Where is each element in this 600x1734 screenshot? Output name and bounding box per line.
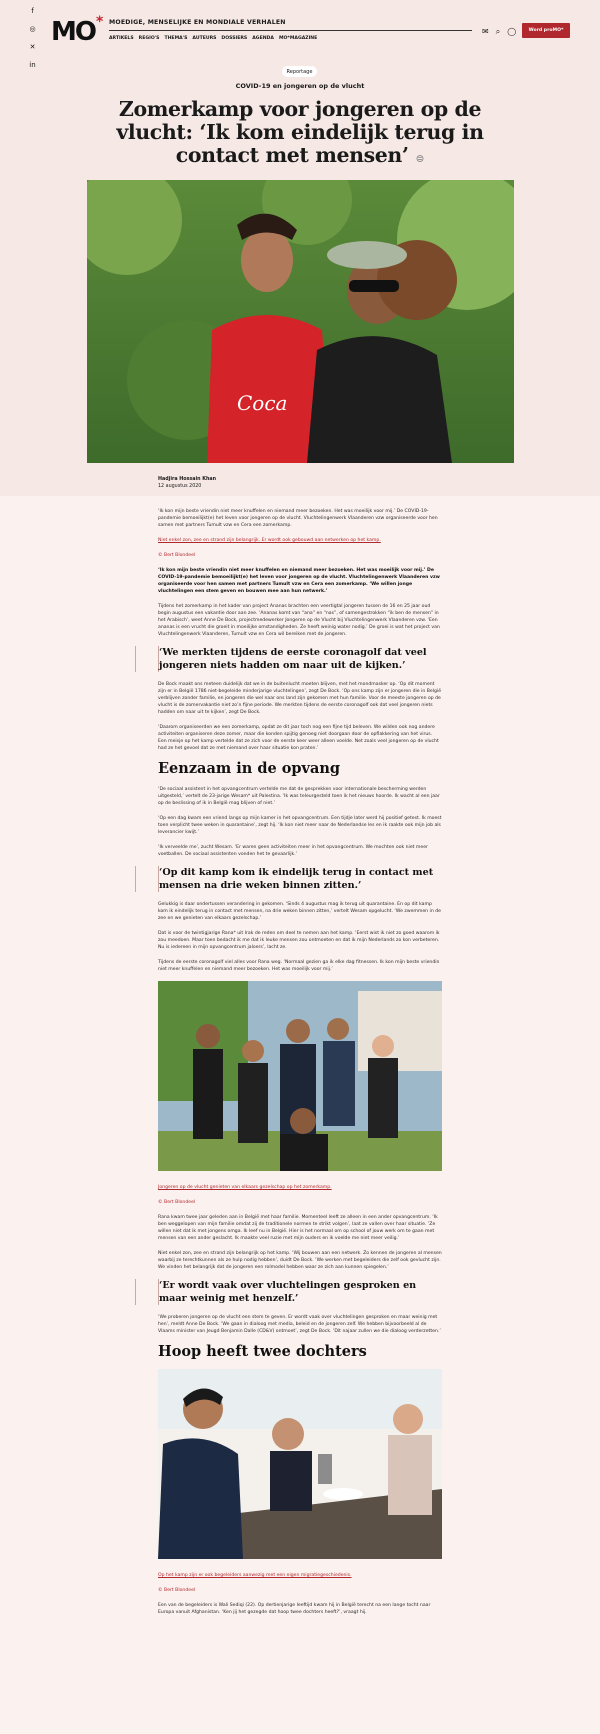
body-paragraph: Gelukkig is daar ondertussen verandering in gekomen. ‘Sinds 4 augustus mag ik terug uit quarantaine. En op dit kamp kom ik eindelijk terug in contact met mensen, na drie weken binnen zitten,’ vertelt Wesam opgelucht. ‘We zwemmen in de zee en we genieten van elkaars gezelschap.’: [158, 902, 441, 921]
article-type-badge[interactable]: Reportage: [282, 66, 317, 77]
mentors-photo: [158, 1369, 442, 1562]
nav-item-agenda[interactable]: AGENDA: [252, 36, 274, 41]
intro-paragraph: ‘Ik kon mijn beste vriendin niet meer knuffelen en niemand meer bezoeken. Het was moeilijk voor mij.’ De COVID-19-pandemie bemoeilijkt(e) het leven voor jongeren op de vlucht. Vluchtelingenwerk Vlaanderen vzw organiseerde voor hen samen met partners Tumult vzw en Cera een zomerkamp.: [158, 509, 438, 528]
body-paragraph: ‘De sociaal assistent in het opvangcentrum vertelde me dat de gesprekken voor internationale bescherming werden uitgesteld,’ vertelt de 23-jarige Wesam* uit Palestina. ‘Ik was teleurgesteld toen ik het nieuws hoorde. Ik wacht al een jaar op de beslissing of ik in België mag blijven of niet.’: [158, 787, 440, 806]
publish-date: 12 augustus 2020: [158, 484, 202, 489]
nav-item-dossiers[interactable]: DOSSIERS: [221, 36, 248, 41]
nav-item-regios[interactable]: REGIO'S: [138, 36, 160, 41]
mail-icon[interactable]: ✉: [482, 27, 489, 36]
photo-caption[interactable]: Niet enkel zon, zee en strand zijn belangrijk. Er wordt ook gebouwd aan netwerken op het kamp.: [158, 538, 381, 543]
lead-paragraph: ‘Ik kon mijn beste vriendin niet meer knuffelen en niemand meer bezoeken. Het was moeilijk voor mij.’ De COVID-19-pandemie bemoeilijkt(e) het leven voor jongeren op de vlucht. Vluchtelingenwerk Vlaanderen vzw organiseerde voor hen samen met partners Tumult vzw en Cera een zomerkamp. ‘We willen jonge vluchtelingen een stem geven en bouwen mee aan hun netwerk.’: [158, 568, 440, 594]
body-paragraph: ‘Daarom organiseerden we een zomerkamp, opdat ze dit jaar toch nog een fijne tijd beleven. We wilden ook nog andere activiteiten organiseren deze zomer, maar die konden spijtig genoeg niet doorgaan door de opflakkering van het virus. Een meisje op het kamp vertelde dat ze zich voor de eerste keer weer alleen voelde. Net zoals veel jongeren op de vlucht had ze het gevoel dat ze met niemand over haar situatie kon praten.’: [158, 725, 439, 751]
body-paragraph: Niet enkel zon, zee en strand zijn belangrijk op het kamp. ‘Wij bouwen aan een netwerk. Zo kennen de jongeren al mensen waarbij ze terechtkunnen als ze hulp nodig hebben’, duidt De Bock. ‘We werken met begeleiders die zelf ook gevlucht zijn. We vinden het belangrijk dat de jongeren een rolmodel hebben waar ze zich aan kunnen spiegelen.’: [158, 1251, 442, 1270]
nav-item-auteurs[interactable]: AUTEURS: [192, 36, 217, 41]
byline: [158, 476, 216, 490]
svg-text:Coca: Coca: [237, 391, 288, 415]
body-paragraph: Dat is voor de twintigjarige Rana* uit Irak de reden om deel te nemen aan het kamp. ‘Eerst wist ik niet zo goed waarom ik zou meedoen. Maar toen bedacht ik me dat ik leuke mensen zou ontmoeten en dat ik mijn Nederlands zo kon verbeteren. Nu is iedereen in mijn opvangcentrum jaloers’, lacht ze.: [158, 931, 440, 950]
nav-item-artikels[interactable]: ARTIKELS: [109, 36, 134, 41]
section-heading: Eenzaam in de opvang: [158, 760, 341, 777]
body-paragraph: Rana kwam twee jaar geleden aan in België met haar familie. Momenteel leeft ze alleen in een ander opvangcentrum. ‘Ik ben weggelopen van mijn familie omdat zij de traditionele normen te strikt volgen’, laat ze vallen over haar situatie. ‘Ze willen niet dat ik met jongens omga. Ik leef nu in België. Hier is het normaal om op school of jouw werk om te gaan met mensen van een ander geslacht. Ik maakte veel ruzie met mijn ouders en ik voelde me niet meer veilig.’: [158, 1215, 438, 1241]
article-body: [158, 508, 442, 1624]
header-divider: [109, 30, 472, 31]
social-bar: [29, 8, 39, 80]
section-heading: Hoop heeft twee dochters: [158, 1343, 367, 1360]
pull-quote: ‘Er wordt vaak over vluchtelingen gesproken en maar weinig met henzelf.’: [158, 1279, 442, 1305]
user-icon[interactable]: ◯: [507, 27, 517, 36]
pull-quote: ‘Op dit kamp kom ik eindelijk terug in contact met mensen na drie weken binnen zitten.’: [158, 866, 442, 892]
hero-image: [87, 180, 514, 463]
logo[interactable]: MO*: [51, 14, 102, 47]
promo-button[interactable]: Word proMO*: [522, 23, 570, 38]
photo-caption[interactable]: Op het kamp zijn er ook begeleiders aanwezig met een eigen migratiegeschiedenis.: [158, 1573, 352, 1578]
search-icon[interactable]: ⌕: [495, 27, 501, 36]
article-kicker[interactable]: COVID-19 en jongeren op de vlucht: [235, 82, 365, 90]
body-paragraph: Tijdens het zomerkamp in het kader van project Ananas brachten een veertigtal jongeren tussen de 16 en 25 jaar oud begin augustus een vakantie door aan zee. ‘Ananas komt van “ana” en “nas”, of samengestrokken “ik ben de mensen” in het Arabisch’, weet Anne De Bock, projectmedewerker Jongeren op de Vlucht bij Vluchtelingenwerk Vlaanderen vzw. ‘Een ananas is een vrucht die groeit in moeilijke omstandigheden. Ze heeft weinig water nodig.’ De groei is wat het project van Vluchtelingenwerk Vlaanderen, Tumult vzw en Cera wil bereiken met de jongeren.: [158, 604, 440, 637]
author-name[interactable]: Hadjira Hossain Khan: [158, 477, 217, 482]
body-paragraph: ‘Ik verveelde me’, zucht Wesam. ‘Er waren geen activiteiten meer in het opvangcentrum. We mochten ook niet meer voetballen. De sociaal assistenten vonden het te gevaarlijk.’: [158, 845, 428, 857]
nav-item-magazine[interactable]: MO*MAGAZINE: [278, 36, 318, 41]
body-paragraph: ‘Op een dag kwam een vriend langs op mijn kamer in het opvangcentrum. Een tijdje later werd hij positief getest. Ik moest toen verplicht twee weken in quarantaine’, zegt hij. ‘Ik kon niet meer naar de Nederlandse les en ik raakte ook mijn job als leverancier kwijt.’: [158, 816, 442, 835]
body-paragraph: Een van de begeleiders is Wali Sediqi (22). Op dertienjarige leeftijd kwam hij in België terecht na een lange tocht naar Europa vanuit Afghanistan. ‘Ken jij het gezegde dat hoop twee dochters heeft?’, vraagt hij.: [158, 1603, 431, 1615]
instagram-icon[interactable]: ◎: [29, 25, 36, 33]
body-paragraph: Tijdens de eerste coronagolf viel alles voor Rana weg. ‘Normaal gezien ga ik elke dag fitnessen. Ik kon mijn beste vriendin niet meer knuffelen en niemand meer bezoeken. Het was moeilijk voor mij.’: [158, 960, 440, 972]
group-photo: [158, 981, 442, 1174]
photo-credit[interactable]: © Bert Blondeel: [158, 1200, 196, 1205]
header-icons: [482, 27, 516, 37]
linkedin-icon[interactable]: in: [29, 61, 36, 69]
pull-quote: ‘We merkten tijdens de eerste coronagolf dat veel jongeren niets hadden om naar uit de kijken.’: [158, 646, 442, 672]
page-title: Zomerkamp voor jongeren op de vlucht: ‘Ik kom eindelijk terug in contact met mensen’ ⊜: [116, 97, 484, 167]
body-paragraph: ‘We proberen jongeren op de vlucht een stem te geven. Er wordt vaak over vluchtelingen gesproken en maar weinig met hen’, meldt Anne De Bock. ‘We gaan in dialoog met media, beleid en de jongeren zelf. We hebben bijvoorbeeld al de Vlaams minister van Jeugd Benjamin Dalle (CD&V) ontmoet’, zegt De Bock. ‘Dit najaar zullen we die dialoog verderzetten.’: [158, 1315, 441, 1334]
facebook-icon[interactable]: f: [31, 7, 34, 15]
listen-icon[interactable]: ⊜: [415, 152, 425, 165]
body-paragraph: De Bock maakt ons meteen duidelijk dat we in de buitenlucht moeten blijven, met het mondmasker op. ‘Op dit moment zijn er in België 1786 niet-begeleide minderjarige vluchtelingen’, zegt De Bock. ‘Op ons kamp zijn er jongeren die in België verblijven zonder familie, en jongeren die wel naar ons land zijn gekomen met hun familie. Voor de meeste jongeren op de vlucht is de zomervakantie niet zo’n fijne periode. We merkten tijdens de eerste coronagolf ook dat veel jongeren niets hadden om naar uit te kijken’, zegt De Bock.: [158, 682, 442, 715]
header-band: [0, 0, 600, 496]
main-nav: [109, 36, 317, 41]
photo-credit[interactable]: © Bert Blondeel: [158, 553, 196, 558]
x-icon[interactable]: ✕: [29, 43, 36, 51]
photo-credit[interactable]: © Bert Blondeel: [158, 1588, 196, 1593]
tagline: MOEDIGE, MENSELIJKE EN MONDIALE VERHALEN: [109, 19, 286, 26]
photo-caption[interactable]: Jongeren op de vlucht genieten van elkaars gezelschap op het zomerkamp.: [158, 1185, 332, 1190]
nav-item-themas[interactable]: THEMA'S: [164, 36, 188, 41]
